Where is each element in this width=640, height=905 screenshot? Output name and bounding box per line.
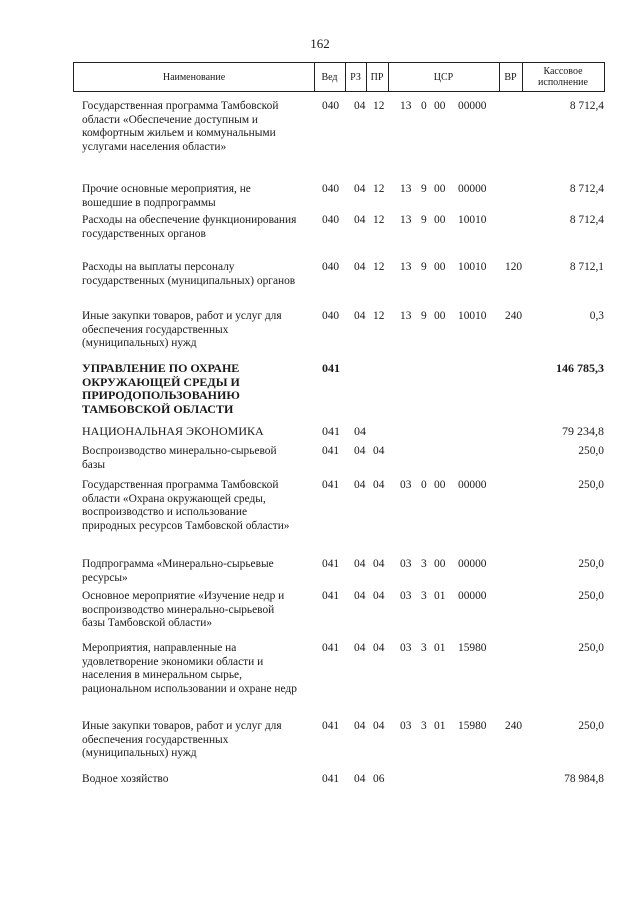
cell-amount: 250,0 bbox=[578, 590, 604, 602]
cell-c1: 13 bbox=[400, 183, 412, 195]
cell-pr: 04 bbox=[373, 720, 385, 732]
cell-c2: 9 bbox=[421, 261, 427, 273]
cell-name: Подпрограмма «Минерально-сырьевые ресурсы» bbox=[82, 558, 274, 584]
cell-name: Государственная программа Тамбовской области «Обеспечение доступным и комфортным жильем и коммунальными услугами населения области» bbox=[82, 100, 279, 153]
header-amount bbox=[522, 63, 604, 91]
header-amount-line2: исполнение bbox=[538, 77, 588, 88]
cell-ved: 041 bbox=[322, 590, 340, 602]
header-pr: ПР bbox=[370, 71, 384, 83]
cell-pr: 12 bbox=[373, 100, 385, 112]
header-rz: РЗ bbox=[350, 71, 361, 83]
cell-amount: 78 984,8 bbox=[564, 773, 604, 785]
cell-c1: 03 bbox=[400, 590, 412, 602]
cell-rz: 04 bbox=[354, 445, 366, 457]
cell-pr: 12 bbox=[373, 183, 385, 195]
cell-ved: 041 bbox=[322, 642, 340, 654]
cell-c1: 13 bbox=[400, 214, 412, 226]
cell-c4: 00000 bbox=[458, 558, 487, 570]
cell-amount: 8 712,4 bbox=[569, 100, 604, 112]
cell-vr: 240 bbox=[505, 310, 523, 322]
table-header bbox=[73, 62, 605, 92]
cell-amount: 250,0 bbox=[578, 720, 604, 732]
cell-c3: 00 bbox=[434, 100, 446, 112]
cell-rz: 04 bbox=[354, 424, 366, 438]
header-ved: Вед bbox=[321, 71, 338, 83]
cell-pr: 04 bbox=[373, 590, 385, 602]
cell-name: Водное хозяйство bbox=[82, 773, 169, 785]
cell-ved: 041 bbox=[322, 720, 340, 732]
cell-amount: 8 712,4 bbox=[569, 214, 604, 226]
cell-rz: 04 bbox=[354, 590, 366, 602]
cell-rz: 04 bbox=[354, 214, 366, 226]
cell-pr: 04 bbox=[373, 642, 385, 654]
cell-c3: 00 bbox=[434, 183, 446, 195]
cell-amount: 250,0 bbox=[578, 445, 604, 457]
cell-c1: 03 bbox=[400, 720, 412, 732]
cell-c3: 00 bbox=[434, 479, 446, 491]
cell-rz: 04 bbox=[354, 720, 366, 732]
cell-c4: 00000 bbox=[458, 183, 487, 195]
cell-amount: 79 234,8 bbox=[562, 424, 604, 438]
cell-pr: 06 bbox=[373, 773, 385, 785]
cell-c2: 3 bbox=[421, 642, 427, 654]
cell-c4: 15980 bbox=[458, 642, 487, 654]
cell-amount: 0,3 bbox=[589, 310, 604, 322]
cell-ved: 041 bbox=[322, 445, 340, 457]
header-vr: ВР bbox=[504, 71, 517, 83]
cell-amount: 250,0 bbox=[578, 642, 604, 654]
cell-ved: 040 bbox=[322, 183, 340, 195]
cell-name: Мероприятия, направленные на удовлетворение экономики области и населения в минеральном сырье, рациональном использовании и охране недр bbox=[82, 642, 297, 695]
cell-rz: 04 bbox=[354, 183, 366, 195]
cell-pr: 04 bbox=[373, 558, 385, 570]
cell-pr: 12 bbox=[373, 214, 385, 226]
cell-vr: 120 bbox=[505, 261, 523, 273]
cell-name: УПРАВЛЕНИЕ ПО ОХРАНЕ ОКРУЖАЮЩЕЙ СРЕДЫ И ПРИРОДОПОЛЬЗОВАНИЮ ТАМБОВСКОЙ ОБЛАСТИ bbox=[82, 361, 240, 416]
cell-c3: 01 bbox=[434, 720, 446, 732]
cell-c2: 3 bbox=[421, 558, 427, 570]
cell-c2: 0 bbox=[421, 100, 427, 112]
cell-name: Иные закупки товаров, работ и услуг для обеспечения государственных (муниципальных) нужд bbox=[82, 720, 282, 760]
cell-c2: 3 bbox=[421, 720, 427, 732]
cell-c1: 03 bbox=[400, 558, 412, 570]
cell-c1: 03 bbox=[400, 479, 412, 491]
cell-ved: 041 bbox=[322, 424, 340, 438]
cell-ved: 040 bbox=[322, 100, 340, 112]
cell-name: Основное мероприятие «Изучение недр и воспроизводство минерально-сырьевой базы Тамбовской области» bbox=[82, 590, 285, 630]
cell-pr: 04 bbox=[373, 479, 385, 491]
cell-vr: 240 bbox=[505, 720, 523, 732]
cell-c2: 0 bbox=[421, 479, 427, 491]
cell-c3: 00 bbox=[434, 214, 446, 226]
cell-c3: 00 bbox=[434, 310, 446, 322]
cell-c2: 3 bbox=[421, 590, 427, 602]
cell-ved: 040 bbox=[322, 214, 340, 226]
cell-ved: 041 bbox=[322, 361, 340, 375]
cell-ved: 040 bbox=[322, 310, 340, 322]
header-name: Наименование bbox=[162, 71, 226, 83]
cell-pr: 04 bbox=[373, 445, 385, 457]
cell-c1: 03 bbox=[400, 642, 412, 654]
cell-amount: 250,0 bbox=[578, 558, 604, 570]
cell-c3: 00 bbox=[434, 558, 446, 570]
cell-rz: 04 bbox=[354, 773, 366, 785]
cell-c2: 9 bbox=[421, 214, 427, 226]
cell-c3: 01 bbox=[434, 590, 446, 602]
cell-c4: 00000 bbox=[458, 100, 487, 112]
cell-pr: 12 bbox=[373, 310, 385, 322]
cell-c4: 10010 bbox=[458, 310, 487, 322]
cell-c3: 00 bbox=[434, 261, 446, 273]
cell-rz: 04 bbox=[354, 642, 366, 654]
cell-ved: 041 bbox=[322, 479, 340, 491]
page-number: 162 bbox=[310, 36, 330, 51]
cell-name: Воспроизводство минерально-сырьевой базы bbox=[82, 445, 277, 471]
cell-name: Государственная программа Тамбовской области «Охрана окружающей среды, воспроизводство и использование природных ресурсов Тамбовской области» bbox=[82, 479, 290, 532]
cell-c4: 00000 bbox=[458, 479, 487, 491]
cell-name: Прочие основные мероприятия, не вошедшие в подпрограммы bbox=[82, 183, 251, 209]
cell-rz: 04 bbox=[354, 558, 366, 570]
cell-c1: 13 bbox=[400, 100, 412, 112]
cell-c2: 9 bbox=[421, 183, 427, 195]
cell-c4: 10010 bbox=[458, 261, 487, 273]
cell-c2: 9 bbox=[421, 310, 427, 322]
cell-amount: 8 712,4 bbox=[569, 183, 604, 195]
cell-rz: 04 bbox=[354, 261, 366, 273]
cell-amount: 146 785,3 bbox=[556, 361, 604, 375]
cell-name: Расходы на выплаты персоналу государственных (муниципальных) органов bbox=[82, 261, 296, 287]
cell-c4: 10010 bbox=[458, 214, 487, 226]
cell-c1: 13 bbox=[400, 310, 412, 322]
cell-ved: 040 bbox=[322, 261, 340, 273]
cell-ved: 041 bbox=[322, 773, 340, 785]
cell-rz: 04 bbox=[354, 100, 366, 112]
cell-name: Расходы на обеспечение функционирования государственных органов bbox=[82, 214, 297, 240]
cell-c4: 00000 bbox=[458, 590, 487, 602]
cell-amount: 8 712,1 bbox=[569, 261, 604, 273]
cell-amount: 250,0 bbox=[578, 479, 604, 491]
cell-c4: 15980 bbox=[458, 720, 487, 732]
header-csr: ЦСР bbox=[433, 71, 454, 83]
cell-c1: 13 bbox=[400, 261, 412, 273]
cell-c3: 01 bbox=[434, 642, 446, 654]
cell-ved: 041 bbox=[322, 558, 340, 570]
cell-name: Иные закупки товаров, работ и услуг для обеспечения государственных (муниципальных) нужд bbox=[82, 310, 282, 350]
cell-pr: 12 bbox=[373, 261, 385, 273]
cell-name: НАЦИОНАЛЬНАЯ ЭКОНОМИКА bbox=[82, 424, 264, 438]
cell-rz: 04 bbox=[354, 479, 366, 491]
header-amount-line1: Кассовое bbox=[543, 66, 583, 77]
cell-rz: 04 bbox=[354, 310, 366, 322]
